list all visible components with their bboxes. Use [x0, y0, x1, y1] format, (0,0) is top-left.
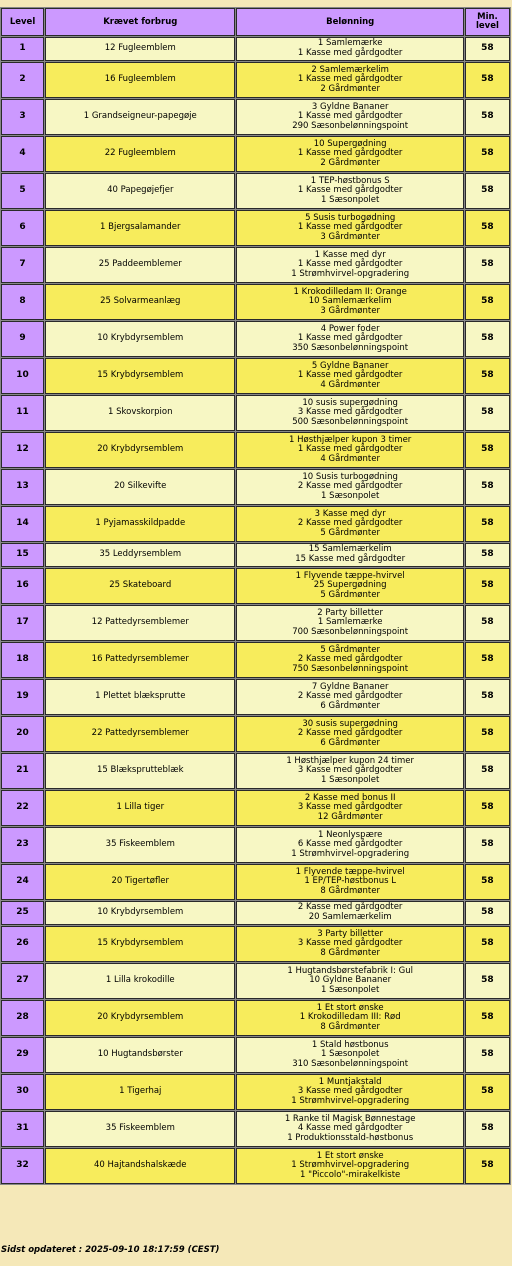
requirement-cell: 25 Skateboard: [45, 568, 235, 604]
min-level-cell: 58: [465, 790, 510, 826]
min-level-cell: 58: [465, 1000, 510, 1036]
requirement-cell: 40 Papegøjefjer: [45, 173, 235, 209]
min-level-cell: 58: [465, 469, 510, 505]
reward-line: 5 Gårdmønter: [320, 589, 380, 600]
reward-cell: [236, 1074, 463, 1110]
level-cell: 8: [1, 284, 44, 320]
reward-line: 3 Kasse med dyr: [314, 508, 386, 519]
level-cell: 26: [1, 926, 44, 962]
table-row: [1, 543, 510, 567]
season-rewards-table: [0, 7, 511, 1185]
level-cell: 7: [1, 247, 44, 283]
level-cell: 2: [1, 62, 44, 98]
reward-line: 3 Kasse med gårdgodter: [297, 938, 403, 949]
level-cell: 25: [1, 901, 44, 925]
header-min-level: Min. level: [465, 8, 510, 36]
reward-line: 1 Et stort ønske: [316, 1002, 384, 1013]
table-row: [1, 321, 510, 357]
reward-line: 1 Strømhvirvel-opgradering: [291, 268, 410, 279]
table-row: [1, 284, 510, 320]
requirement-cell: 16 Fugleemblem: [45, 62, 235, 98]
reward-line: 3 Gyldne Bananer: [311, 101, 389, 112]
reward-line: 1 Sæsonpolet: [320, 1049, 380, 1060]
requirement-cell: 20 Krybdyrsemblem: [45, 1000, 235, 1036]
reward-cell: [236, 432, 463, 468]
reward-line: 3 Gårdmønter: [320, 305, 380, 316]
reward-line: 8 Gårdmønter: [320, 885, 380, 896]
reward-line: 1 Kasse med gårdgodter: [297, 48, 403, 58]
level-cell: 16: [1, 568, 44, 604]
reward-line: 700 Sæsonbelønningspoint: [292, 626, 409, 637]
requirement-cell: 1 Bjergsalamander: [45, 210, 235, 246]
reward-cell: [236, 864, 463, 900]
reward-cell: [236, 247, 463, 283]
table-row: [1, 210, 510, 246]
table-row: [1, 1074, 510, 1110]
min-level-cell: 58: [465, 963, 510, 999]
reward-line: 10 Samlemærkelim: [308, 296, 392, 307]
reward-line: 1 Kasse med gårdgodter: [297, 185, 403, 196]
reward-cell: [236, 827, 463, 863]
min-level-cell: 58: [465, 395, 510, 431]
reward-line: 3 Kasse med gårdgodter: [297, 765, 403, 776]
level-cell: 23: [1, 827, 44, 863]
level-cell: 6: [1, 210, 44, 246]
level-cell: 20: [1, 716, 44, 752]
table-row: [1, 136, 510, 172]
reward-line: 350 Sæsonbelønningspoint: [292, 342, 409, 353]
reward-cell: [236, 716, 463, 752]
reward-line: 1 Kasse med gårdgodter: [297, 148, 403, 159]
requirement-cell: 20 Tigertøfler: [45, 864, 235, 900]
level-cell: 19: [1, 679, 44, 715]
level-cell: 1: [1, 37, 44, 61]
reward-line: 1 Produktionsstald-høstbonus: [287, 1132, 414, 1143]
reward-line: 1 Kasse med gårdgodter: [297, 370, 403, 381]
requirement-cell: 1 Lilla tiger: [45, 790, 235, 826]
level-cell: 3: [1, 99, 44, 135]
min-level-cell: 58: [465, 210, 510, 246]
reward-line: 12 Gårdmønter: [317, 811, 383, 822]
table-row: [1, 432, 510, 468]
reward-line: 2 Kasse med gårdgodter: [297, 728, 403, 739]
reward-line: 1 Flyvende tæppe-hvirvel: [295, 570, 405, 581]
table-row: [1, 827, 510, 863]
min-level-cell: 58: [465, 901, 510, 925]
reward-line: 3 Party billetter: [317, 928, 384, 939]
reward-line: 1 Kasse med gårdgodter: [297, 259, 403, 270]
reward-line: 1 Sæsonpolet: [320, 194, 380, 205]
reward-line: 2 Samlemærkelim: [311, 64, 389, 75]
level-cell: 15: [1, 543, 44, 567]
reward-line: 1 Et stort ønske: [316, 1150, 384, 1161]
reward-line: 4 Power foder: [320, 323, 380, 334]
min-level-cell: 58: [465, 173, 510, 209]
reward-line: 1 Neonlyspære: [317, 829, 383, 840]
min-level-cell: 58: [465, 284, 510, 320]
reward-line: 1 Sæsonpolet: [320, 490, 380, 501]
reward-line: 1 Kasse med gårdgodter: [297, 222, 403, 233]
level-cell: 29: [1, 1037, 44, 1073]
table-row: [1, 37, 510, 61]
table-row: [1, 963, 510, 999]
table-row: [1, 247, 510, 283]
reward-cell: [236, 1148, 463, 1184]
table-row: [1, 1037, 510, 1073]
reward-line: 4 Gårdmønter: [320, 379, 380, 390]
requirement-cell: 35 Leddyrsemblem: [45, 543, 235, 567]
reward-line: 10 Supergødning: [313, 138, 387, 149]
requirement-cell: 1 Grandseigneur-papegøje: [45, 99, 235, 135]
requirement-cell: 1 Plettet blæksprutte: [45, 679, 235, 715]
reward-line: 3 Kasse med gårdgodter: [297, 1086, 403, 1097]
table-header-row: [1, 8, 510, 36]
reward-cell: [236, 395, 463, 431]
reward-cell: [236, 926, 463, 962]
min-level-cell: 58: [465, 642, 510, 678]
reward-line: 2 Kasse med gårdgodter: [297, 518, 403, 529]
reward-cell: [236, 469, 463, 505]
table-row: [1, 469, 510, 505]
header-level: Level: [1, 8, 44, 36]
reward-line: 1 Kasse med gårdgodter: [297, 444, 403, 455]
table-row: [1, 173, 510, 209]
min-level-cell: 58: [465, 864, 510, 900]
min-level-cell: 58: [465, 753, 510, 789]
reward-cell: [236, 1037, 463, 1073]
min-level-cell: 58: [465, 62, 510, 98]
level-cell: 12: [1, 432, 44, 468]
reward-line: 1 Kasse med gårdgodter: [297, 111, 403, 122]
reward-cell: [236, 605, 463, 641]
min-level-cell: 58: [465, 506, 510, 542]
table-row: [1, 99, 510, 135]
requirement-cell: 10 Hugtandsbørster: [45, 1037, 235, 1073]
reward-line: 2 Gårdmønter: [320, 83, 380, 94]
level-cell: 21: [1, 753, 44, 789]
reward-cell: [236, 568, 463, 604]
reward-line: 2 Kasse med bonus II: [304, 792, 396, 803]
reward-line: 1 Stald høstbonus: [311, 1039, 389, 1050]
min-level-cell: 58: [465, 99, 510, 135]
reward-line: 1 Kasse med gårdgodter: [297, 74, 403, 85]
requirement-cell: 15 Krybdyrsemblem: [45, 926, 235, 962]
level-cell: 9: [1, 321, 44, 357]
reward-line: 15 Kasse med gårdgodter: [295, 554, 406, 564]
reward-line: 10 Gyldne Bananer: [309, 975, 392, 986]
reward-line: 750 Sæsonbelønningspoint: [292, 663, 409, 674]
reward-line: 1 Sæsonpolet: [320, 984, 380, 995]
reward-cell: [236, 62, 463, 98]
reward-cell: [236, 506, 463, 542]
reward-line: 500 Sæsonbelønningspoint: [292, 416, 409, 427]
table-row: [1, 864, 510, 900]
level-cell: 18: [1, 642, 44, 678]
reward-cell: [236, 963, 463, 999]
table-row: [1, 395, 510, 431]
min-level-cell: 58: [465, 716, 510, 752]
reward-line: 1 Hugtandsbørstefabrik I: Gul: [287, 965, 413, 976]
reward-line: 30 susis supergødning: [302, 718, 398, 729]
reward-line: 1 Sæsonpolet: [320, 774, 380, 785]
reward-line: 1 Krokodilledam III: Rød: [299, 1012, 401, 1023]
min-level-cell: 58: [465, 827, 510, 863]
reward-line: 1 Strømhvirvel-opgradering: [291, 1095, 410, 1106]
requirement-cell: 15 Krybdyrsemblem: [45, 358, 235, 394]
level-cell: 14: [1, 506, 44, 542]
requirement-cell: 25 Solvarmeanlæg: [45, 284, 235, 320]
requirement-cell: 20 Krybdyrsemblem: [45, 432, 235, 468]
reward-line: 2 Kasse med gårdgodter: [297, 902, 403, 913]
reward-line: 3 Kasse med gårdgodter: [297, 802, 403, 813]
reward-line: 2 Party billetter: [317, 607, 384, 618]
reward-line: 1 EP/TEP-høstbonus L: [304, 876, 396, 887]
level-cell: 30: [1, 1074, 44, 1110]
requirement-cell: 12 Pattedyrsemblemer: [45, 605, 235, 641]
min-level-cell: 58: [465, 605, 510, 641]
reward-line: 290 Sæsonbelønningspoint: [292, 120, 409, 131]
reward-line: 2 Kasse med gårdgodter: [297, 691, 403, 702]
table-row: [1, 506, 510, 542]
table-row: [1, 926, 510, 962]
table-row: [1, 679, 510, 715]
reward-line: 1 Høsthjælper kupon 24 timer: [286, 755, 415, 766]
requirement-cell: 40 Hajtandshalskæde: [45, 1148, 235, 1184]
reward-line: 20 Samlemærkelim: [308, 912, 392, 922]
level-cell: 28: [1, 1000, 44, 1036]
reward-line: 1 Samlemærke: [317, 617, 383, 628]
min-level-cell: 58: [465, 37, 510, 61]
reward-line: 1 Strømhvirvel-opgradering: [291, 1160, 410, 1171]
reward-line: 1 Strømhvirvel-opgradering: [291, 848, 410, 859]
table-row: [1, 901, 510, 925]
table-row: [1, 1148, 510, 1184]
min-level-cell: 58: [465, 1037, 510, 1073]
table-row: [1, 642, 510, 678]
reward-line: 2 Kasse med gårdgodter: [297, 481, 403, 492]
reward-line: 5 Gårdmønter: [320, 644, 380, 655]
reward-line: 3 Gårdmønter: [320, 231, 380, 242]
reward-cell: [236, 210, 463, 246]
requirement-cell: 35 Fiskeemblem: [45, 1111, 235, 1147]
reward-cell: [236, 99, 463, 135]
min-level-cell: 58: [465, 321, 510, 357]
requirement-cell: 15 Blæksprutteblæk: [45, 753, 235, 789]
min-level-cell: 58: [465, 358, 510, 394]
header-requirement: Krævet forbrug: [45, 8, 235, 36]
table-row: [1, 716, 510, 752]
reward-cell: [236, 753, 463, 789]
requirement-cell: 1 Tigerhaj: [45, 1074, 235, 1110]
min-level-cell: 58: [465, 926, 510, 962]
level-cell: 4: [1, 136, 44, 172]
requirement-cell: 1 Lilla krokodille: [45, 963, 235, 999]
reward-line: 3 Kasse med gårdgodter: [297, 407, 403, 418]
reward-line: 1 Høsthjælper kupon 3 timer: [289, 434, 412, 445]
requirement-cell: 10 Krybdyrsemblem: [45, 321, 235, 357]
reward-line: 6 Kasse med gårdgodter: [297, 839, 403, 850]
table-row: [1, 62, 510, 98]
reward-line: 1 Kasse med gårdgodter: [297, 333, 403, 344]
level-cell: 13: [1, 469, 44, 505]
table-row: [1, 753, 510, 789]
reward-line: 1 "Piccolo"-mirakelkiste: [300, 1169, 401, 1180]
level-cell: 11: [1, 395, 44, 431]
reward-cell: [236, 284, 463, 320]
min-level-cell: 58: [465, 679, 510, 715]
reward-line: 2 Gårdmønter: [320, 157, 380, 168]
requirement-cell: 1 Pyjamasskildpadde: [45, 506, 235, 542]
level-cell: 5: [1, 173, 44, 209]
reward-line: 6 Gårdmønter: [320, 737, 380, 748]
reward-cell: [236, 321, 463, 357]
reward-line: 1 Samlemærke: [317, 38, 383, 49]
reward-line: 2 Kasse med gårdgodter: [297, 654, 403, 665]
reward-cell: [236, 173, 463, 209]
level-cell: 32: [1, 1148, 44, 1184]
reward-line: 1 Flyvende tæppe-hvirvel: [295, 866, 405, 877]
reward-cell: [236, 1111, 463, 1147]
reward-line: 15 Samlemærkelim: [308, 544, 392, 555]
requirement-cell: 12 Fugleemblem: [45, 37, 235, 61]
level-cell: 27: [1, 963, 44, 999]
reward-line: 1 Muntjakstald: [318, 1076, 382, 1087]
requirement-cell: 1 Skovskorpion: [45, 395, 235, 431]
reward-line: 10 Susis turbogødning: [302, 471, 398, 482]
requirement-cell: 22 Fugleemblem: [45, 136, 235, 172]
reward-line: 1 Krokodilledam II: Orange: [293, 286, 407, 297]
reward-cell: [236, 136, 463, 172]
reward-line: 8 Gårdmønter: [320, 947, 380, 958]
min-level-cell: 58: [465, 568, 510, 604]
level-cell: 22: [1, 790, 44, 826]
min-level-cell: 58: [465, 432, 510, 468]
level-cell: 24: [1, 864, 44, 900]
reward-line: 8 Gårdmønter: [320, 1021, 380, 1032]
reward-line: 4 Kasse med gårdgodter: [297, 1123, 403, 1134]
reward-line: 1 Kasse med dyr: [314, 249, 386, 260]
table-row: [1, 1000, 510, 1036]
reward-line: 1 TEP-høstbonus S: [310, 175, 390, 186]
reward-line: 25 Supergødning: [313, 580, 387, 591]
min-level-cell: 58: [465, 1111, 510, 1147]
reward-cell: [236, 543, 463, 567]
reward-line: 10 susis supergødning: [302, 397, 398, 408]
min-level-cell: 58: [465, 247, 510, 283]
reward-line: 5 Susis turbogødning: [305, 212, 396, 223]
reward-cell: [236, 37, 463, 61]
min-level-cell: 58: [465, 136, 510, 172]
level-cell: 10: [1, 358, 44, 394]
reward-line: 5 Gyldne Bananer: [311, 360, 389, 371]
reward-line: 6 Gårdmønter: [320, 700, 380, 711]
table-row: [1, 790, 510, 826]
table-row: [1, 358, 510, 394]
min-level-cell: 58: [465, 1074, 510, 1110]
level-cell: 31: [1, 1111, 44, 1147]
table-row: [1, 1111, 510, 1147]
last-updated-text: Sidst opdateret : 2025-09-10 18:17:59 (CEST): [1, 1245, 220, 1255]
reward-line: 7 Gyldne Bananer: [311, 681, 389, 692]
reward-cell: [236, 358, 463, 394]
table-row: [1, 568, 510, 604]
requirement-cell: 20 Silkevifte: [45, 469, 235, 505]
level-cell: 17: [1, 605, 44, 641]
requirement-cell: 10 Krybdyrsemblem: [45, 901, 235, 925]
table-body: [1, 37, 510, 1184]
reward-line: 5 Gårdmønter: [320, 527, 380, 538]
min-level-cell: 58: [465, 543, 510, 567]
min-level-cell: 58: [465, 1148, 510, 1184]
requirement-cell: 22 Pattedyrsemblemer: [45, 716, 235, 752]
reward-cell: [236, 679, 463, 715]
reward-cell: [236, 642, 463, 678]
reward-line: 310 Sæsonbelønningspoint: [292, 1058, 409, 1069]
reward-line: 4 Gårdmønter: [320, 453, 380, 464]
table-row: [1, 605, 510, 641]
reward-cell: [236, 790, 463, 826]
reward-cell: [236, 1000, 463, 1036]
requirement-cell: 16 Pattedyrsemblemer: [45, 642, 235, 678]
requirement-cell: 35 Fiskeemblem: [45, 827, 235, 863]
header-reward: Belønning: [236, 8, 463, 36]
requirement-cell: 25 Paddeemblemer: [45, 247, 235, 283]
reward-line: 1 Ranke til Magisk Bønnestage: [284, 1113, 416, 1124]
reward-cell: [236, 901, 463, 925]
